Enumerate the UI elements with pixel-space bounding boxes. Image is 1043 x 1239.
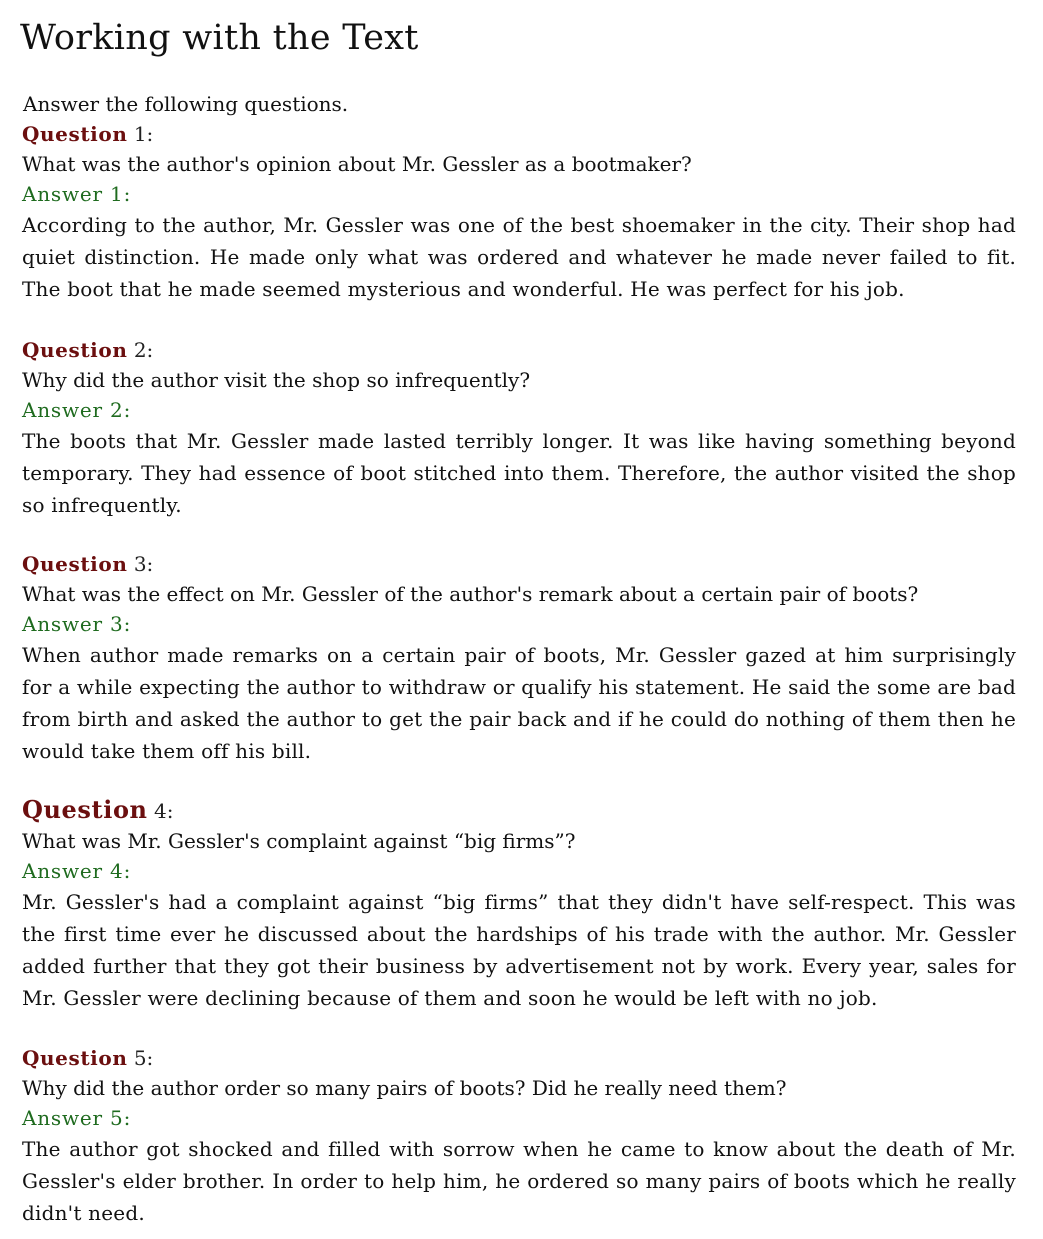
qa-block-5: [22, 1043, 1016, 1229]
question-text: What was Mr. Gessler's complaint against “big firms”?: [22, 829, 576, 853]
answer-text: The author got shocked and filled with sorrow when he came to know about the death of Mr. Gessler's elder brother. In order to help him, he ordered so many pairs of boots which he really didn't need.: [22, 1137, 1016, 1225]
page-title: Working with the Text: [20, 18, 419, 58]
question-label: [22, 795, 1016, 826]
answer-text: The boots that Mr. Gessler made lasted terribly longer. It was like having something beyond temporary. They had essence of boot stitched into them. Therefore, the author visited the shop so infrequently.: [22, 429, 1016, 517]
question-number: 2:: [127, 338, 154, 362]
question-text: Why did the author visit the shop so infrequently?: [22, 368, 531, 392]
question-number: 1:: [127, 122, 154, 146]
question-word: Question: [22, 122, 128, 146]
question-number: 3:: [127, 552, 154, 576]
answer-label: Answer 5:: [22, 1106, 132, 1130]
answer-label: Answer 2:: [22, 398, 132, 422]
qa-block-3: [22, 549, 1016, 767]
instructions-text: Answer the following questions.: [23, 92, 349, 116]
qa-block-2: [22, 335, 1016, 521]
question-number: 4:: [147, 799, 174, 823]
question-text: Why did the author order so many pairs of boots? Did he really need them?: [22, 1076, 787, 1100]
answer-text: Mr. Gessler's had a complaint against “big firms” that they didn't have self-respect. This was the first time ever he discussed about the hardships of his trade with the author. Mr. Gessler added further that they got their business by advertisement not by work. Every year, sales for Mr. Gessler were declining because of them and soon he would be left with no job.: [22, 890, 1016, 1010]
question-label: [22, 1043, 1016, 1073]
question-word: Question: [22, 795, 148, 824]
question-text: What was the author's opinion about Mr. Gessler as a bootmaker?: [22, 152, 692, 176]
answer-label: Answer 4:: [22, 859, 132, 883]
answer-label: Answer 3:: [22, 612, 132, 636]
question-word: Question: [22, 1046, 128, 1070]
question-word: Question: [22, 552, 128, 576]
question-label: [22, 549, 1016, 579]
question-word: Question: [22, 338, 128, 362]
question-label: [22, 335, 1016, 365]
question-text: What was the effect on Mr. Gessler of the author's remark about a certain pair of boots?: [22, 582, 919, 606]
answer-text: According to the author, Mr. Gessler was one of the best shoemaker in the city. Their shop had quiet distinction. He made only what was ordered and whatever he made never failed to fit. The boot that he made seemed mysterious and wonderful. He was perfect for his job.: [22, 213, 1016, 301]
question-label: [22, 119, 1016, 149]
question-number: 5:: [127, 1046, 154, 1070]
answer-text: When author made remarks on a certain pair of boots, Mr. Gessler gazed at him surprisingly for a while expecting the author to withdraw or qualify his statement. He said the some are bad from birth and asked the author to get the pair back and if he could do nothing of them then he would take them off his bill.: [22, 643, 1016, 763]
qa-block-1: [22, 119, 1016, 305]
qa-block-4: [22, 795, 1016, 1014]
answer-label: Answer 1:: [22, 182, 132, 206]
